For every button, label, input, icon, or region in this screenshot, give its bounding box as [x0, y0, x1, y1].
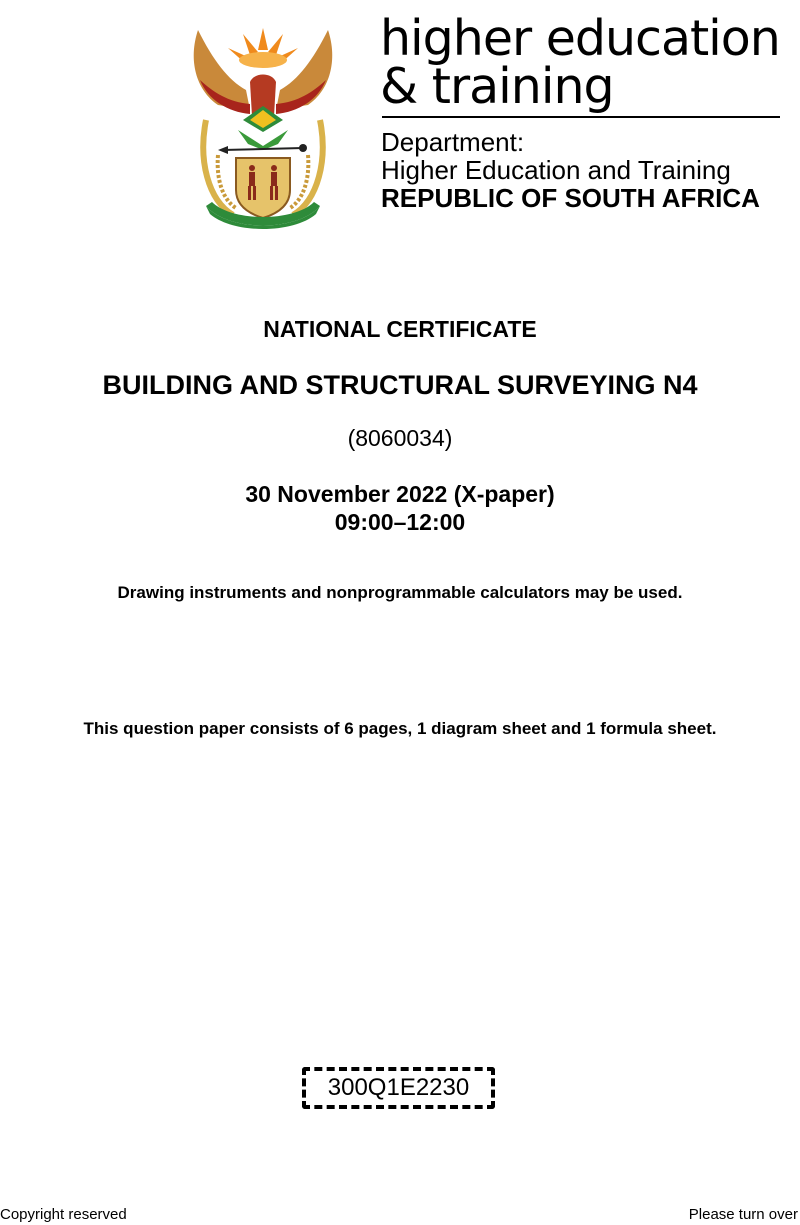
brand-line-1: higher education — [380, 10, 780, 67]
subject-title: BUILDING AND STRUCTURAL SURVEYING N4 — [102, 370, 698, 400]
brand-line-2: & training — [380, 58, 614, 115]
footer-turn-over: Please turn over — [688, 1206, 798, 1223]
coat-of-arms-icon — [188, 20, 338, 232]
instructions-text: Drawing instruments and nonprogrammable calculators may be used. — [117, 583, 683, 602]
department-label: Department: — [381, 127, 525, 157]
subject-code: (8060034) — [347, 425, 453, 451]
paper-code: 300Q1E2230 — [327, 1074, 470, 1101]
paper-code-box — [302, 1067, 495, 1109]
country-name: REPUBLIC OF SOUTH AFRICA — [381, 183, 760, 213]
page-count-info: This question paper consists of 6 pages, 1 diagram sheet and 1 formula sheet. — [83, 719, 717, 738]
footer-copyright: Copyright reserved — [0, 1206, 127, 1223]
brand-divider — [382, 116, 780, 118]
exam-date: 30 November 2022 (X-paper) — [245, 481, 555, 507]
department-name: Higher Education and Training — [381, 155, 731, 185]
exam-time: 09:00–12:00 — [334, 509, 466, 535]
certificate-title: NATIONAL CERTIFICATE — [263, 316, 537, 342]
